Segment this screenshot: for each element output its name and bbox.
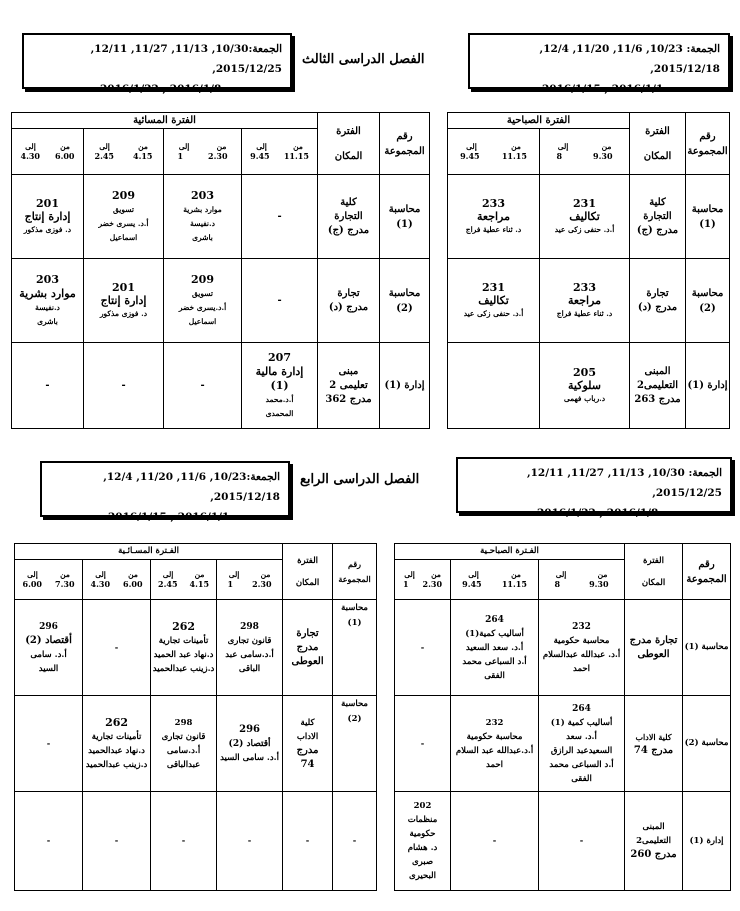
course-code: 231 — [573, 197, 596, 210]
place-line: كلية — [649, 196, 666, 208]
group-cell: محاسبة (2) — [683, 696, 731, 792]
bottom-semester-title: الفصل الدراسى الرابع — [300, 472, 420, 487]
morning-period-title: الفـترة الصباحـية — [395, 544, 625, 560]
place-line: التجارة — [334, 210, 363, 222]
course-prof: السيد — [38, 663, 59, 674]
empty-cell: - — [84, 343, 164, 429]
table-row — [12, 343, 430, 429]
slot-3 — [83, 560, 151, 600]
course-name: منظمات حكومية — [407, 815, 438, 839]
slot-from: 1 — [227, 579, 234, 589]
slot-from: 2.45 — [94, 151, 114, 161]
course-cell — [540, 259, 630, 343]
group-cell: محاسبة (1) — [380, 175, 430, 259]
place-cell — [283, 696, 333, 792]
to-label: إلى — [95, 570, 106, 579]
table-row — [15, 792, 377, 891]
to-label: إلى — [27, 570, 38, 579]
from-label: من — [216, 142, 227, 151]
slot-from: 2.45 — [158, 579, 178, 589]
place-cell — [283, 600, 333, 696]
place-line: العوطى — [637, 648, 670, 660]
slot-from: 8 — [554, 579, 561, 589]
col-group-header: رقم المجموعة — [686, 113, 730, 175]
to-label: إلى — [555, 570, 567, 579]
course-cell — [451, 696, 539, 792]
course-code: 296 — [239, 723, 260, 735]
bottom-evening-table — [14, 543, 377, 891]
place-line: تجارة مدرج — [629, 634, 678, 646]
course-name: تكاليف — [478, 294, 509, 307]
slot-to: 2.30 — [422, 579, 443, 589]
course-cell — [164, 259, 242, 343]
course-name: سلوكية — [568, 379, 602, 392]
slot-to: 11.15 — [501, 579, 527, 589]
place-line: التعليمى2 — [636, 836, 671, 846]
place-line: الاداب — [296, 731, 319, 742]
course-prof: أ.د. سامى — [30, 649, 67, 660]
bottom-evening-dates-line1: الجمعة:10/23, 11/6, 11/20, 12/4, 2015/12/18, — [103, 471, 280, 503]
slot-to: 7.30 — [55, 579, 75, 589]
slot-to: 4.15 — [189, 579, 210, 589]
course-prof: اسماعيل — [109, 232, 138, 242]
slot-3 — [395, 560, 451, 600]
evening-period-title: الفـترة المسـائـية — [15, 544, 283, 560]
course-prof: د.زينب عبدالحميد — [152, 663, 215, 674]
course-prof: د.زينب عبدالحميد — [85, 759, 148, 770]
course-code: 262 — [105, 715, 129, 729]
slot-to: 2.30 — [208, 151, 228, 161]
to-label: إلى — [25, 142, 36, 151]
group-cell: محاسبة (1) — [686, 175, 730, 259]
slot-1 — [217, 560, 283, 600]
course-prof: أ.د السباعى محمد — [462, 656, 527, 667]
empty-cell: - — [333, 792, 377, 891]
table-row — [15, 600, 377, 696]
place-cell — [318, 343, 380, 429]
period-label: الفترة — [645, 125, 670, 137]
place-line: تعليمى 2 — [329, 379, 368, 391]
place-line: مدرج 74 — [633, 744, 674, 756]
course-name: أساليب كمية (1) — [550, 717, 613, 728]
course-prof: أ.د. عبدالله عبدالسلام — [542, 649, 621, 660]
course-prof: أ.د.محمد — [265, 394, 294, 404]
slot-2 — [448, 129, 540, 175]
course-cell — [217, 600, 283, 696]
course-cell — [448, 259, 540, 343]
from-label: من — [601, 142, 612, 151]
course-cell — [217, 696, 283, 792]
course-code: 264 — [485, 614, 504, 625]
course-code: 233 — [482, 197, 505, 210]
slot-to: 9.30 — [593, 151, 613, 161]
to-label: إلى — [468, 570, 479, 579]
course-code: 203 — [191, 188, 214, 202]
course-name: مراجعة — [476, 210, 511, 223]
course-prof: د. فوزى مذكور — [23, 225, 72, 234]
course-code: 201 — [112, 281, 135, 294]
empty-cell: - — [15, 696, 83, 792]
course-name: موارد بشرية — [19, 286, 76, 300]
course-prof: أ.د. سعد السعيد — [465, 642, 524, 653]
course-prof: احمد — [573, 663, 591, 674]
course-name: تكاليف — [569, 210, 600, 223]
slot-1 — [242, 129, 318, 175]
empty-cell: - — [15, 792, 83, 891]
course-prof: أ.د. يسرى خضر — [98, 218, 149, 228]
from-label: من — [60, 142, 70, 151]
place-line: التعليمى2 — [636, 379, 679, 391]
course-name: مراجعة — [568, 294, 602, 307]
slot-from: 9.45 — [460, 151, 480, 161]
place-cell — [630, 175, 686, 259]
place-cell — [318, 175, 380, 259]
from-label: من — [431, 570, 441, 579]
col-period-header — [625, 544, 683, 600]
course-cell — [451, 600, 539, 696]
course-code: 298 — [240, 621, 259, 632]
table-row — [395, 792, 731, 891]
place-line: تجارة — [646, 287, 669, 299]
slot-to: 2.30 — [252, 579, 272, 589]
from-label: من — [128, 570, 138, 579]
place-line: كلية الاداب — [635, 731, 672, 742]
bottom-evening-dates-box — [40, 461, 290, 523]
slot-from: 8 — [556, 151, 563, 161]
col-group-header: رقم المجموعة — [333, 544, 377, 600]
course-prof: د. ثناء عطية فراج — [465, 225, 522, 234]
course-code: 202 — [413, 801, 432, 811]
course-code: 209 — [191, 272, 214, 286]
morning-period-title: الفترة الصباحية — [448, 113, 630, 129]
place-line: كلية — [340, 196, 357, 208]
group-cell: محاسبة (1) — [333, 600, 377, 696]
slot-3 — [84, 129, 164, 175]
course-code: 231 — [482, 281, 505, 294]
slot-from: 9.45 — [462, 579, 482, 589]
table-row — [448, 259, 730, 343]
to-label: إلى — [466, 142, 477, 151]
empty-cell: - — [164, 343, 242, 429]
period-label: الفترة — [297, 555, 319, 566]
col-group-header: رقم المجموعة — [683, 544, 731, 600]
course-prof: عبدالباقى — [166, 759, 201, 770]
empty-cell: - — [83, 792, 151, 891]
top-evening-dates-line2: 2016/1/8 , 2016/1/22 . — [92, 83, 222, 95]
course-prof: د. فوزى مذكور — [99, 309, 148, 318]
course-cell — [448, 175, 540, 259]
empty-cell: - — [12, 343, 84, 429]
top-morning-dates-box — [468, 33, 730, 95]
place-line: العوطى — [291, 655, 324, 667]
table-row — [395, 600, 731, 696]
course-cell — [84, 259, 164, 343]
slot-from: 9.45 — [250, 151, 270, 161]
course-prof: أ.د. حنفى زكى عيد — [554, 225, 615, 234]
bottom-morning-dates-line2: 2016/1/8 , 2016/1/22 . — [529, 507, 659, 519]
course-prof: أ.د السباعى محمد — [549, 759, 614, 770]
from-label: من — [138, 142, 148, 151]
bottom-morning-table — [394, 543, 731, 891]
place-line: مبنى — [338, 365, 359, 377]
col-period-header — [318, 113, 380, 175]
evening-period-title: الفترة المسائية — [12, 113, 318, 129]
course-prof: أ.د. سعد — [566, 731, 597, 742]
place-cell — [318, 259, 380, 343]
course-code: 296 — [39, 621, 58, 632]
course-prof: الفقى — [484, 670, 505, 681]
course-cell — [151, 600, 217, 696]
table-row — [12, 175, 430, 259]
group-cell: محاسبة (2) — [333, 696, 377, 792]
top-morning-dates-line2: 2016/1/1 , 2016/1/15 . — [534, 83, 664, 95]
group-cell: محاسبة (1) — [683, 600, 731, 696]
slot-to: 4.15 — [133, 151, 153, 161]
course-cell — [15, 600, 83, 696]
slot-1 — [540, 129, 630, 175]
place-line: مدرج 260 — [630, 849, 677, 860]
course-prof: أ.د.سامى عبد — [225, 649, 274, 660]
course-prof: أ.د.عبدالله عبد السلام احمد — [455, 745, 534, 770]
empty-cell: - — [451, 792, 539, 891]
course-cell — [539, 600, 625, 696]
place-cell — [625, 792, 683, 891]
place-line: تجارة — [296, 627, 319, 639]
empty-cell: - — [283, 792, 333, 891]
course-code: 207 — [268, 350, 291, 364]
group-cell: محاسبة (2) — [380, 259, 430, 343]
to-label: إلى — [162, 570, 174, 579]
period-label: الفترة — [336, 125, 361, 137]
course-name: تسويق — [113, 204, 135, 214]
place-line: مدرج (ج) — [636, 224, 679, 236]
place-label: المكان — [295, 577, 320, 588]
place-line: 74 — [300, 758, 315, 770]
group-cell: إدارة (1) — [686, 343, 730, 429]
from-label: من — [260, 570, 271, 579]
table-row — [15, 696, 377, 792]
course-name: محاسبة حكومية — [466, 731, 523, 742]
course-prof: أ.د.يسرى خضر — [178, 302, 227, 312]
to-label: إلى — [557, 142, 569, 151]
to-label: إلى — [228, 570, 240, 579]
course-prof: د.نهاد عبد الحميد — [153, 649, 214, 660]
place-line: المبنى — [644, 365, 671, 377]
bottom-morning-dates-line1: الجمعة: 10/30, 11/13, 11/27, 12/11, 2015/12/25, — [526, 467, 722, 499]
place-line: مدرج (د) — [637, 301, 678, 313]
top-morning-table — [447, 112, 730, 429]
slot-to: 9.30 — [589, 579, 609, 589]
course-name: إدارة مالية — [255, 364, 304, 378]
course-cell — [164, 175, 242, 259]
course-prof: الفقى — [571, 773, 592, 784]
course-name: أقتصاد (2) — [25, 634, 72, 646]
group-cell: إدارة (1) — [683, 792, 731, 891]
slot-2 — [451, 560, 539, 600]
course-code: 203 — [36, 272, 59, 286]
group-cell: إدارة (1) — [380, 343, 430, 429]
from-label: من — [511, 570, 521, 579]
place-line: كلية — [300, 717, 315, 728]
col-period-header — [283, 544, 333, 600]
course-prof: د. ثناء عطية فراج — [556, 309, 613, 318]
course-prof: اسماعيل — [188, 316, 217, 326]
course-prof: أ.د. سامى السيد — [220, 752, 279, 763]
slot-4 — [12, 129, 84, 175]
slot-4 — [15, 560, 83, 600]
course-prof: د.نهاد عبدالحميد — [88, 745, 145, 756]
slot-from: 4.30 — [20, 151, 40, 161]
place-line: مدرج 362 — [325, 393, 372, 405]
to-label: إلى — [256, 142, 267, 151]
course-prof: د.رباب فهمى — [563, 394, 606, 403]
place-line: التجارة — [643, 210, 672, 222]
course-cell — [540, 175, 630, 259]
period-label: الفترة — [643, 555, 665, 566]
top-morning-dates-line1: الجمعة: 10/23, 11/6, 11/20, 12/4, 2015/12/18, — [539, 43, 720, 75]
place-cell — [625, 600, 683, 696]
course-code: 232 — [572, 621, 591, 632]
course-name: أقتصاد (2) — [228, 738, 271, 749]
course-code: 205 — [573, 366, 596, 379]
slot-to: 11.15 — [283, 151, 309, 161]
course-cell — [395, 792, 451, 891]
place-label: المكان — [641, 577, 666, 588]
empty-cell: - — [217, 792, 283, 891]
course-name: إدارة إنتاج — [24, 210, 71, 223]
from-label: من — [194, 570, 205, 579]
course-prof: أ.د. حنفى زكى عيد — [463, 309, 524, 318]
course-cell — [12, 175, 84, 259]
from-label: من — [511, 142, 521, 151]
course-prof: د. هشام صبرى — [407, 843, 438, 867]
top-evening-table — [11, 112, 430, 429]
place-cell — [630, 259, 686, 343]
course-code: 264 — [572, 703, 591, 714]
top-evening-dates-line1: الجمعة:10/30, 11/13, 11/27, 12/11, 2015/12/25, — [90, 43, 282, 75]
course-code: 209 — [112, 188, 135, 202]
course-name: موارد بشرية — [183, 204, 222, 214]
course-cell — [151, 696, 217, 792]
course-cell — [83, 696, 151, 792]
course-sub: (1) — [270, 378, 289, 392]
col-period-header — [630, 113, 686, 175]
place-line: مدرج (ج) — [327, 224, 370, 236]
table-row — [448, 343, 730, 429]
empty-cell — [448, 343, 540, 429]
course-prof: المحمدى — [265, 408, 294, 418]
course-name: قانون تجارى — [161, 731, 206, 742]
empty-cell: - — [83, 600, 151, 696]
empty-cell: - — [395, 600, 451, 696]
course-code: 232 — [485, 717, 504, 728]
bottom-morning-dates-box — [456, 457, 732, 519]
group-cell: محاسبة (2) — [686, 259, 730, 343]
slot-from: 1 — [402, 579, 409, 589]
from-label: من — [293, 142, 303, 151]
place-line: مدرج (د) — [328, 301, 369, 313]
course-cell — [540, 343, 630, 429]
from-label: من — [597, 570, 608, 579]
course-code: 201 — [36, 197, 59, 210]
slot-1 — [539, 560, 625, 600]
place-label: المكان — [643, 150, 672, 162]
empty-cell: - — [395, 696, 451, 792]
slot-to: 11.15 — [501, 151, 527, 161]
place-cell — [625, 696, 683, 792]
place-line: مدرج — [296, 744, 319, 756]
course-prof: باشرى — [192, 232, 213, 242]
course-prof: د.نفيسة — [190, 218, 215, 228]
course-cell — [84, 175, 164, 259]
course-name: محاسبة حكومية — [553, 635, 610, 646]
course-name: تأمينات تجارية — [91, 731, 142, 742]
empty-cell: - — [151, 792, 217, 891]
course-name: إدارة إنتاج — [100, 294, 147, 307]
top-semester-title: الفصل الدراسى الثالث — [302, 52, 425, 67]
slot-2 — [151, 560, 217, 600]
course-cell — [539, 696, 625, 792]
course-prof: أ.د.سامى — [166, 745, 201, 756]
top-evening-dates-box — [22, 33, 292, 95]
place-line: مدرج 263 — [634, 393, 681, 405]
place-line: تجارة — [337, 287, 360, 299]
course-prof: السعيدعبد الرازق — [550, 745, 613, 756]
course-prof: الباقى — [238, 663, 261, 674]
to-label: إلى — [99, 142, 110, 151]
place-label: المكان — [334, 150, 363, 162]
empty-cell: - — [242, 259, 318, 343]
slot-2 — [164, 129, 242, 175]
slot-to: 6.00 — [55, 151, 75, 161]
from-label: من — [60, 570, 70, 579]
place-line: المبنى — [642, 822, 665, 832]
empty-cell: - — [539, 792, 625, 891]
slot-from: 1 — [177, 151, 184, 161]
place-cell — [630, 343, 686, 429]
course-code: 233 — [573, 281, 596, 294]
course-prof: باشرى — [37, 316, 58, 326]
slot-to: 6.00 — [123, 579, 143, 589]
col-group-header: رقم المجموعة — [380, 113, 430, 175]
table-row — [395, 696, 731, 792]
to-label: إلى — [178, 142, 190, 151]
course-name: تأمينات تجارية — [158, 635, 209, 646]
slot-from: 6.00 — [22, 579, 42, 589]
course-name: تسويق — [192, 288, 214, 298]
course-code: 298 — [174, 717, 193, 728]
course-name: قانون تجارى — [227, 635, 272, 646]
course-prof: د.نفيسة — [35, 302, 60, 312]
table-row — [12, 259, 430, 343]
course-cell — [242, 343, 318, 429]
slot-from: 4.30 — [90, 579, 111, 589]
place-line: مدرج — [296, 641, 319, 653]
table-row — [448, 175, 730, 259]
to-label: إلى — [404, 570, 415, 579]
course-code: 262 — [172, 619, 196, 633]
bottom-evening-dates-line2: 2016/1/1 , 2016/1/15 . — [100, 511, 230, 523]
empty-cell: - — [242, 175, 318, 259]
course-cell — [12, 259, 84, 343]
course-prof: البحيرى — [409, 871, 436, 881]
course-name: أساليب كمية(1) — [465, 628, 524, 639]
